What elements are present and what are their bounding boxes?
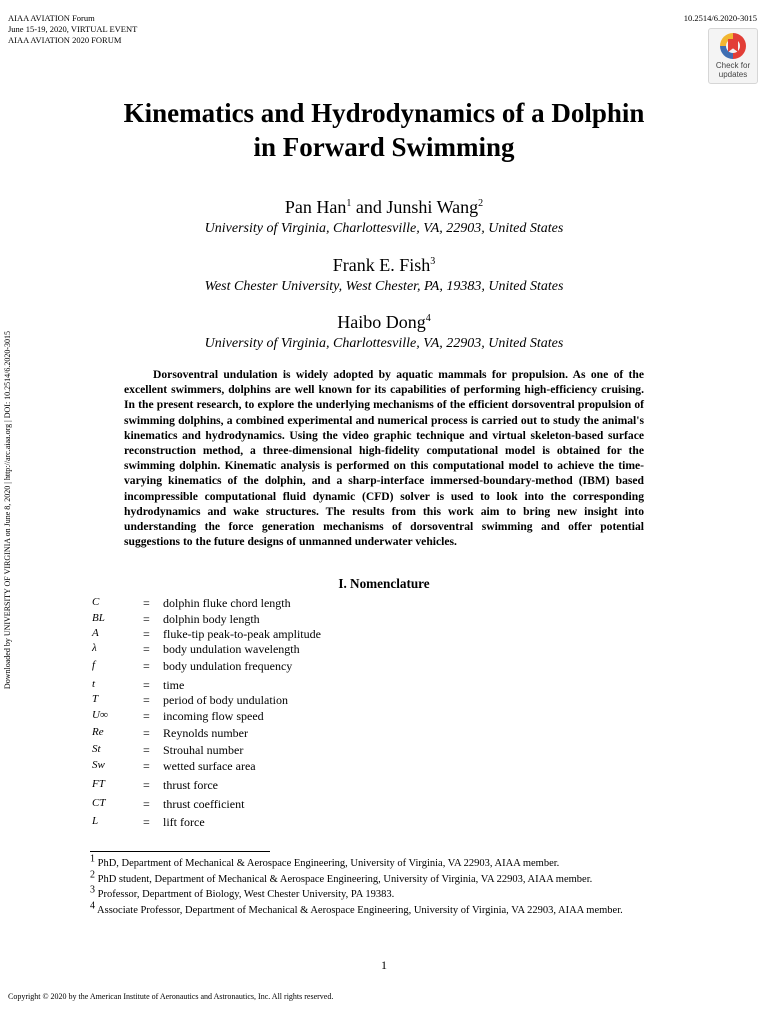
nomenclature-symbol: Sw [92, 759, 105, 771]
nomenclature-definition: body undulation wavelength [163, 642, 300, 656]
equals-sign: = [143, 659, 150, 673]
equals-sign: = [143, 709, 150, 723]
equals-sign: = [143, 596, 150, 610]
author-name: and Junshi Wang [351, 197, 479, 217]
nomenclature-heading: I. Nomenclature [338, 576, 430, 591]
nomenclature-row [0, 642, 768, 659]
nomenclature-symbol: T [92, 693, 99, 705]
footnote-mark: 3 [430, 256, 436, 267]
nomenclature-symbol: t [92, 678, 96, 690]
nomenclature-symbol: λ [92, 642, 97, 654]
doi-label[interactable]: 10.2514/6.2020-3015 [683, 13, 757, 23]
nomenclature-row [0, 778, 768, 795]
footnote-mark: 1 [90, 853, 95, 865]
footnote-text: Professor, Department of Biology, West Chester University, PA 19383. [95, 889, 395, 900]
badge-line1: Check for [715, 61, 751, 70]
nomenclature-symbol: A [92, 627, 99, 639]
conference-name: AIAA AVIATION Forum [8, 13, 95, 23]
equals-sign: = [143, 797, 150, 811]
author-name: Haibo Dong [337, 312, 426, 332]
equals-sign: = [143, 693, 150, 707]
footnote-text: Associate Professor, Department of Mechanical & Aerospace Engineering, University of Virginia, VA 22903, AIAA member. [95, 905, 623, 916]
conference-dates: June 15-19, 2020, VIRTUAL EVENT [8, 24, 138, 34]
nomenclature-definition: body undulation frequency [163, 659, 293, 673]
nomenclature-definition: thrust force [163, 778, 218, 792]
nomenclature-definition: Strouhal number [163, 743, 244, 757]
equals-sign: = [143, 815, 150, 829]
equals-sign: = [143, 759, 150, 773]
nomenclature-row [0, 815, 768, 832]
footnote-mark: 2 [478, 198, 484, 209]
nomenclature-definition: time [163, 678, 185, 692]
equals-sign: = [143, 726, 150, 740]
nomenclature-symbol: L [92, 815, 99, 827]
nomenclature-row [0, 693, 768, 710]
author-line-3 [40, 311, 728, 333]
nomenclature-symbol: U∞ [92, 709, 108, 721]
nomenclature-definition: wetted surface area [163, 759, 256, 773]
abstract: Dorsoventral undulation is widely adopted by aquatic mammals for propulsion. As one of the excellent swimmers, dolphins are well known for its capabilities of performing high-efficiency cruising. In the present research, to explore the underlying mechanisms of the efficient dorsoventral propulsion of swimming dolphins, a combined experimental and numerical process is carried out to study the animal's kinematics and hydrodynamics. Using the video graphic technique and virtual skeleton-based surface reconstruction method, a three-dimensional high-fidelity computational model is obtained for the swimming dolphin. Kinematic analysis is performed on this computational model to achieve the time-varying kinematics of the dolphin, and a sharp-interface immersed-boundary-method (IBM) based incompressible computational fluid dynamic (CFD) solver is used to look into the corresponding hydrodynamics and wake structures. The results from this work aim to bring new insight into understanding the force generation mechanisms of dorsoventral swimming and offer potential suggestions to the future designs of unmanned underwater vehicles. [124, 368, 644, 549]
nomenclature-symbol: St [92, 743, 101, 755]
nomenclature-row [0, 596, 768, 613]
author-name: Frank E. Fish [332, 255, 431, 275]
nomenclature-row [0, 797, 768, 814]
conference-header [8, 13, 137, 46]
nomenclature-definition: fluke-tip peak-to-peak amplitude [163, 627, 321, 641]
author-line-2 [40, 254, 728, 276]
forum-name: AIAA AVIATION 2020 FORUM [8, 35, 122, 45]
footnote-text: PhD, Department of Mechanical & Aerospace Engineering, University of Virginia, VA 22903, AIAA member. [95, 858, 560, 869]
nomenclature-row [0, 659, 768, 676]
footnote-mark: 4 [90, 900, 95, 912]
equals-sign: = [143, 778, 150, 792]
equals-sign: = [143, 642, 150, 656]
nomenclature-symbol: CT [92, 797, 106, 809]
affiliation-1: University of Virginia, Charlottesville, VA, 22903, United States [204, 221, 564, 236]
footnote-mark: 1 [346, 198, 352, 209]
nomenclature-symbol: FT [92, 778, 105, 790]
equals-sign: = [143, 743, 150, 757]
nomenclature-symbol: BL [92, 612, 105, 624]
nomenclature-definition: Reynolds number [163, 726, 248, 740]
nomenclature-row [0, 759, 768, 776]
author-line-1 [40, 196, 728, 218]
footnote-text: PhD student, Department of Mechanical & Aerospace Engineering, University of Virginia, VA 22903, AIAA member. [95, 874, 593, 885]
nomenclature-symbol: C [92, 596, 100, 608]
nomenclature-symbol: Re [92, 726, 104, 738]
footnote-rule [90, 851, 270, 852]
nomenclature-definition: lift force [163, 815, 205, 829]
footnote-mark: 4 [425, 313, 431, 324]
copyright-notice: Copyright © 2020 by the American Institute of Aeronautics and Astronautics, Inc. All rights reserved. [8, 992, 334, 1001]
author-name: Pan Han [284, 197, 347, 217]
nomenclature-definition: period of body undulation [163, 693, 288, 707]
footnote-mark: 2 [90, 869, 95, 881]
equals-sign: = [143, 678, 150, 692]
footnote-mark: 3 [90, 884, 95, 896]
equals-sign: = [143, 627, 150, 641]
check-for-updates-button[interactable] [708, 28, 758, 84]
affiliation-2: West Chester University, West Chester, PA, 19383, United States [204, 279, 564, 294]
nomenclature-definition: incoming flow speed [163, 709, 264, 723]
nomenclature-row [0, 709, 768, 726]
footnote-3 [90, 884, 730, 901]
nomenclature-symbol: f [92, 659, 96, 671]
nomenclature-definition: dolphin body length [163, 612, 260, 626]
affiliation-3: University of Virginia, Charlottesville, VA, 22903, United States [204, 336, 564, 351]
paper-title [40, 96, 728, 164]
title-line2: in Forward Swimming [253, 132, 515, 162]
footnote-4 [90, 900, 730, 917]
download-sidebar-text: Downloaded by UNIVERSITY OF VIRGINIA on June 8, 2020 | http://arc.aiaa.org | DOI: 10.2514/6.2020-3015 [3, 330, 12, 690]
nomenclature-definition: dolphin fluke chord length [163, 596, 291, 610]
equals-sign: = [143, 612, 150, 626]
nomenclature-definition: thrust coefficient [163, 797, 245, 811]
page-number: 1 [381, 958, 387, 972]
footnote-2 [90, 869, 730, 886]
title-line1: Kinematics and Hydrodynamics of a Dolphin [123, 98, 645, 128]
footnote-1 [90, 853, 730, 870]
badge-line2: updates [718, 70, 748, 79]
nomenclature-row [0, 726, 768, 743]
nomenclature-row [0, 743, 768, 760]
